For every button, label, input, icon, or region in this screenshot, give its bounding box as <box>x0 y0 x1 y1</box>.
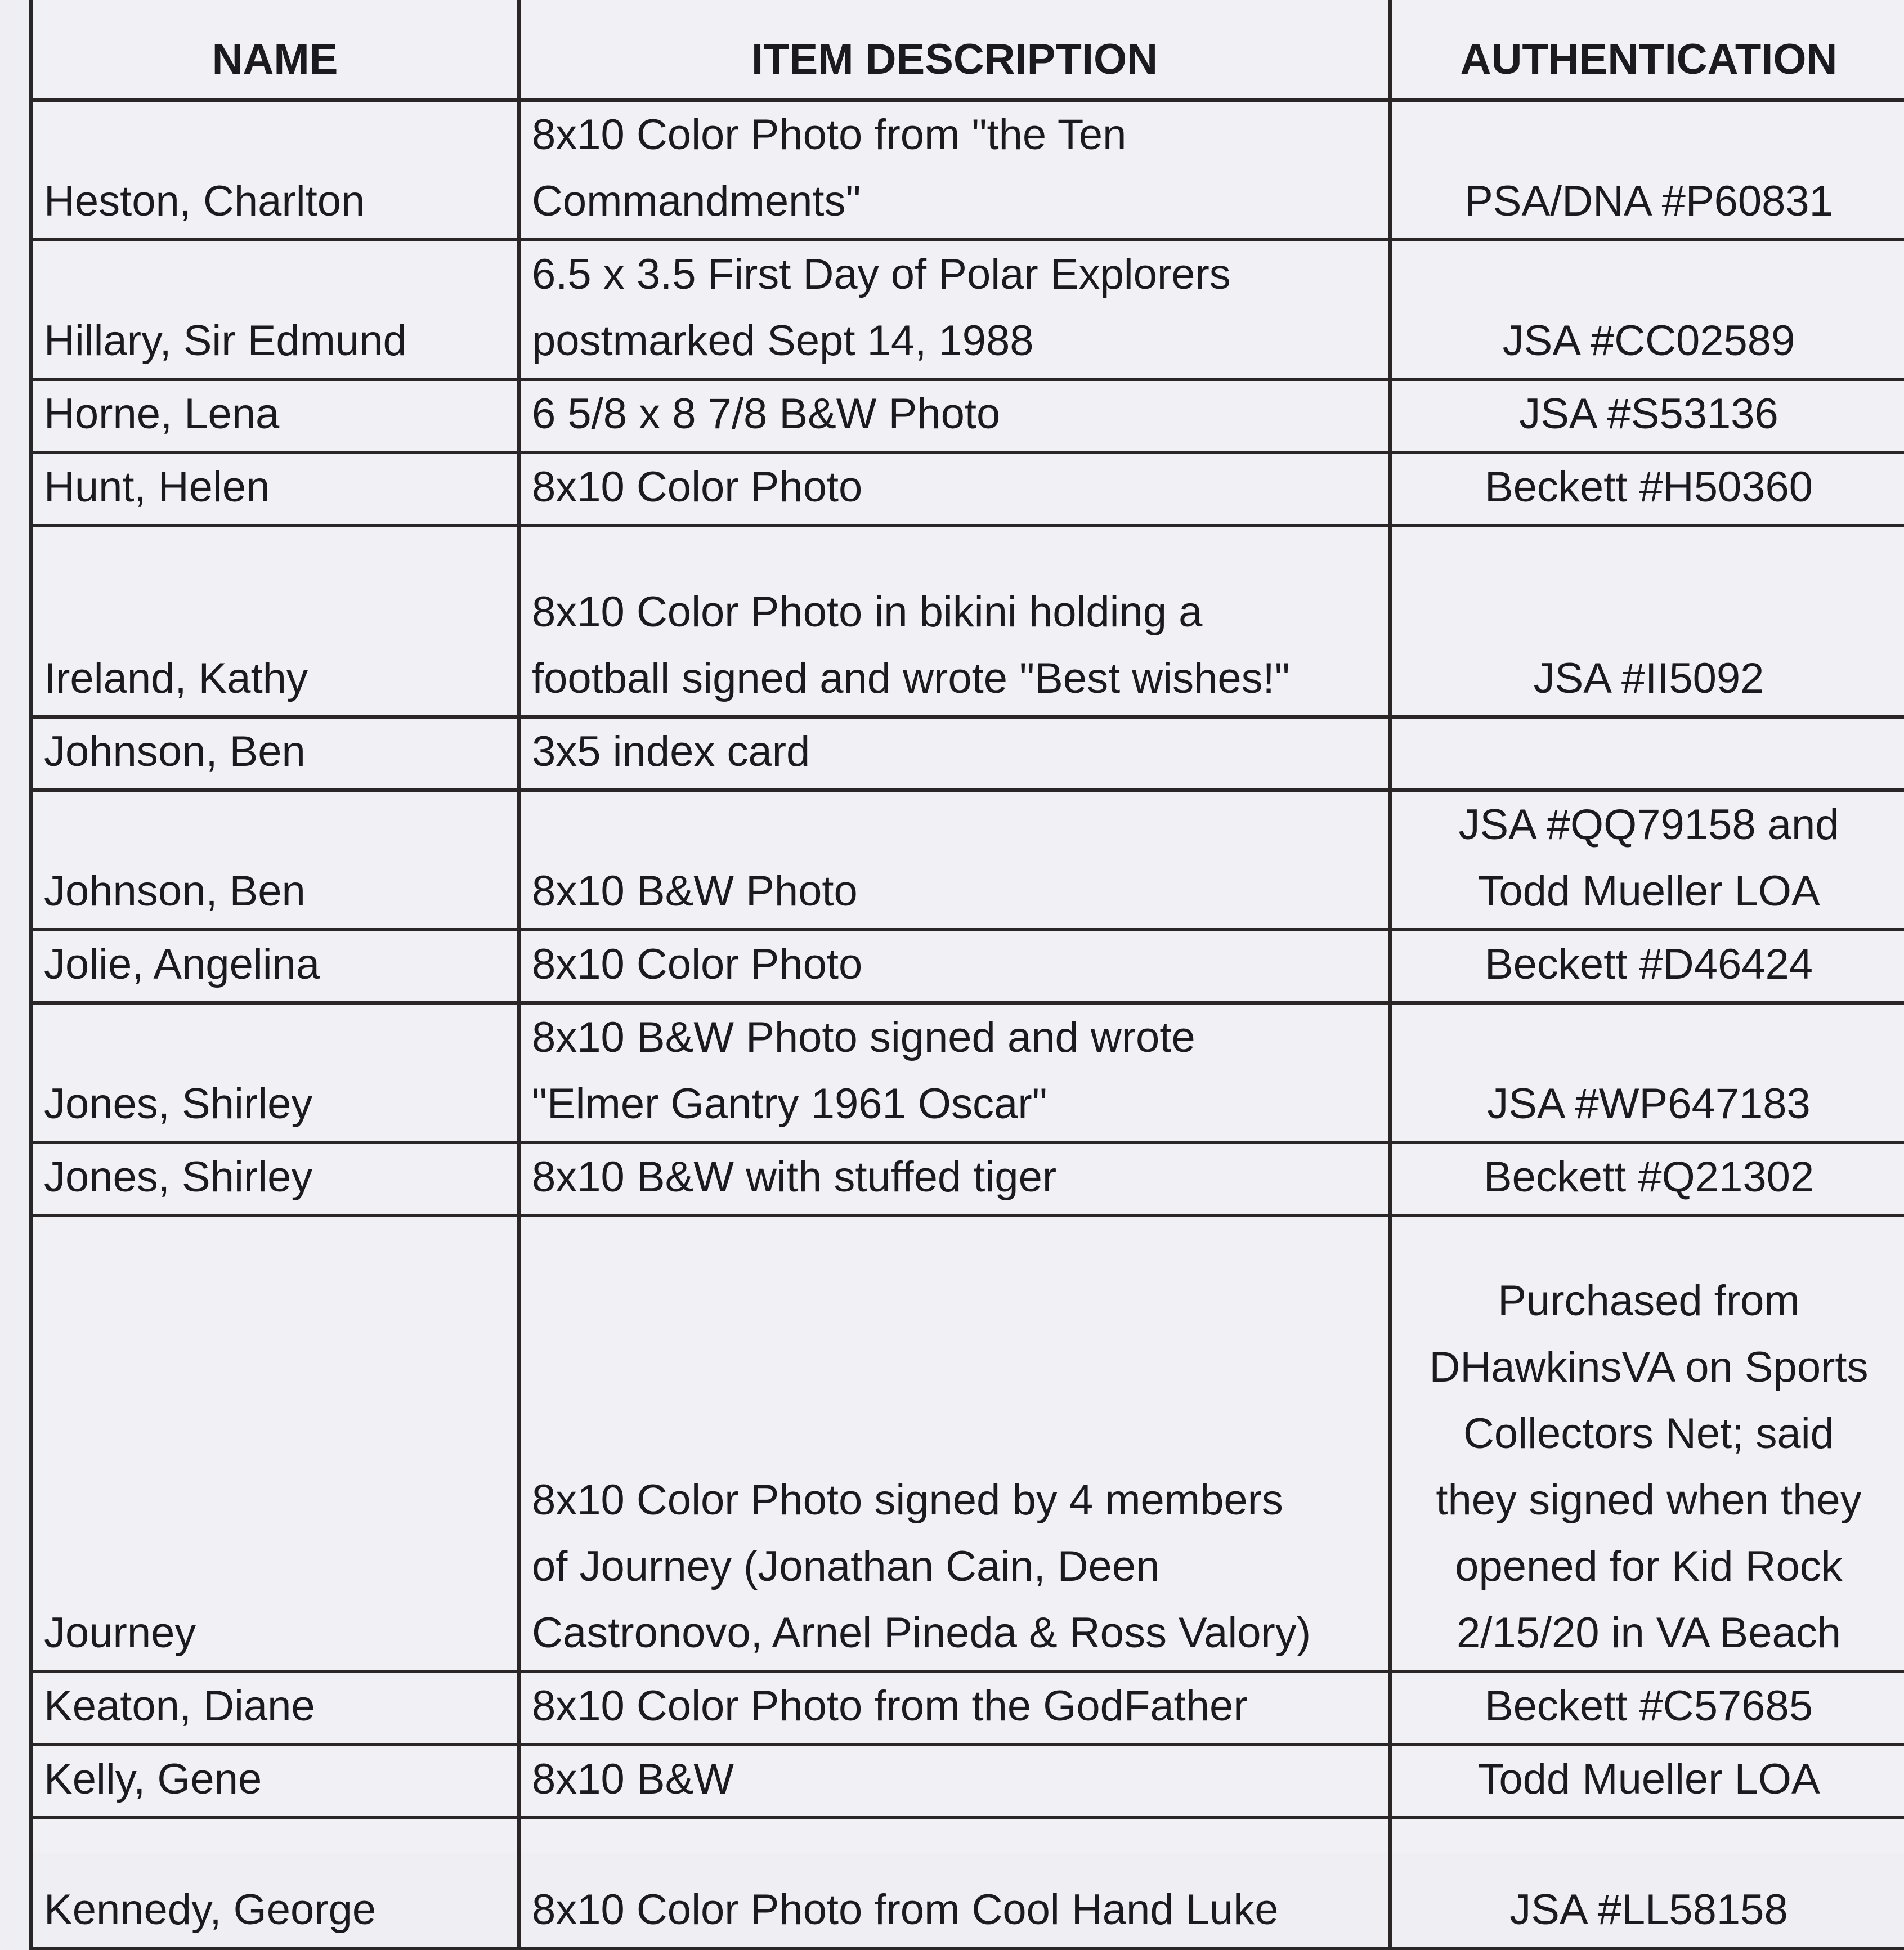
name-cell: Journey <box>31 1216 519 1671</box>
table-row <box>31 1671 1904 1745</box>
table-row <box>31 100 1904 240</box>
description-cell: 8x10 Color Photo from Cool Hand Luke <box>519 1818 1390 1948</box>
description-cell: 8x10 Color Photo from the GodFather <box>519 1671 1390 1745</box>
description-cell: 8x10 Color Photo signed by 4 members of Journey (Jonathan Cain, Deen Castronovo, Arnel Pineda & Ross Valory) <box>519 1216 1390 1671</box>
column-header-description: ITEM DESCRIPTION <box>519 0 1390 100</box>
description-cell: 3x5 index card <box>519 717 1390 790</box>
authentication-cell: JSA #LL58158 <box>1390 1818 1904 1948</box>
authentication-cell: Beckett #C57685 <box>1390 1671 1904 1745</box>
column-header-name: NAME <box>31 0 519 100</box>
name-cell: Hunt, Helen <box>31 452 519 526</box>
name-cell: Heston, Charlton <box>31 100 519 240</box>
table-row <box>31 240 1904 379</box>
table-row <box>31 790 1904 930</box>
authentication-cell: PSA/DNA #P60831 <box>1390 100 1904 240</box>
description-cell: 8x10 B&W with stuffed tiger <box>519 1142 1390 1216</box>
authentication-cell <box>1390 717 1904 790</box>
authentication-cell: Beckett #H50360 <box>1390 452 1904 526</box>
authentication-cell: JSA #S53136 <box>1390 379 1904 452</box>
table-row <box>31 717 1904 790</box>
name-cell: Hillary, Sir Edmund <box>31 240 519 379</box>
name-cell: Jones, Shirley <box>31 1142 519 1216</box>
authentication-cell: JSA #CC02589 <box>1390 240 1904 379</box>
table-row <box>31 1003 1904 1142</box>
authentication-cell: JSA #II5092 <box>1390 526 1904 717</box>
name-cell: Johnson, Ben <box>31 717 519 790</box>
table-row <box>31 1216 1904 1671</box>
name-cell: Ireland, Kathy <box>31 526 519 717</box>
description-cell: 8x10 B&W Photo <box>519 790 1390 930</box>
table-row <box>31 452 1904 526</box>
name-cell: Kelly, Gene <box>31 1745 519 1818</box>
name-cell: Jolie, Angelina <box>31 930 519 1003</box>
authentication-cell: JSA #WP647183 <box>1390 1003 1904 1142</box>
description-cell: 6 5/8 x 8 7/8 B&W Photo <box>519 379 1390 452</box>
description-cell: 6.5 x 3.5 First Day of Polar Explorers postmarked Sept 14, 1988 <box>519 240 1390 379</box>
description-cell: 8x10 Color Photo in bikini holding a football signed and wrote "Best wishes!" <box>519 526 1390 717</box>
description-cell: 8x10 Color Photo <box>519 930 1390 1003</box>
name-cell: Horne, Lena <box>31 379 519 452</box>
header-row <box>31 0 1904 100</box>
description-cell: 8x10 Color Photo from "the Ten Commandments" <box>519 100 1390 240</box>
authentication-cell: Todd Mueller LOA <box>1390 1745 1904 1818</box>
description-cell: 8x10 B&W <box>519 1745 1390 1818</box>
description-cell: 8x10 B&W Photo signed and wrote "Elmer Gantry 1961 Oscar" <box>519 1003 1390 1142</box>
authentication-cell: Purchased from DHawkinsVA on Sports Collectors Net; said they signed when they opened for Kid Rock 2/15/20 in VA Beach <box>1390 1216 1904 1671</box>
authentication-cell: Beckett #Q21302 <box>1390 1142 1904 1216</box>
authentication-cell: Beckett #D46424 <box>1390 930 1904 1003</box>
table-row <box>31 1745 1904 1818</box>
table-row <box>31 930 1904 1003</box>
autograph-authentication-table <box>29 0 1904 1950</box>
authentication-cell: JSA #QQ79158 and Todd Mueller LOA <box>1390 790 1904 930</box>
name-cell: Keaton, Diane <box>31 1671 519 1745</box>
table-row <box>31 1142 1904 1216</box>
table-row <box>31 526 1904 717</box>
name-cell: Johnson, Ben <box>31 790 519 930</box>
table-row <box>31 379 1904 452</box>
table-row <box>31 1818 1904 1948</box>
column-header-authentication: AUTHENTICATION <box>1390 0 1904 100</box>
name-cell: Jones, Shirley <box>31 1003 519 1142</box>
description-cell: 8x10 Color Photo <box>519 452 1390 526</box>
name-cell: Kennedy, George <box>31 1818 519 1948</box>
